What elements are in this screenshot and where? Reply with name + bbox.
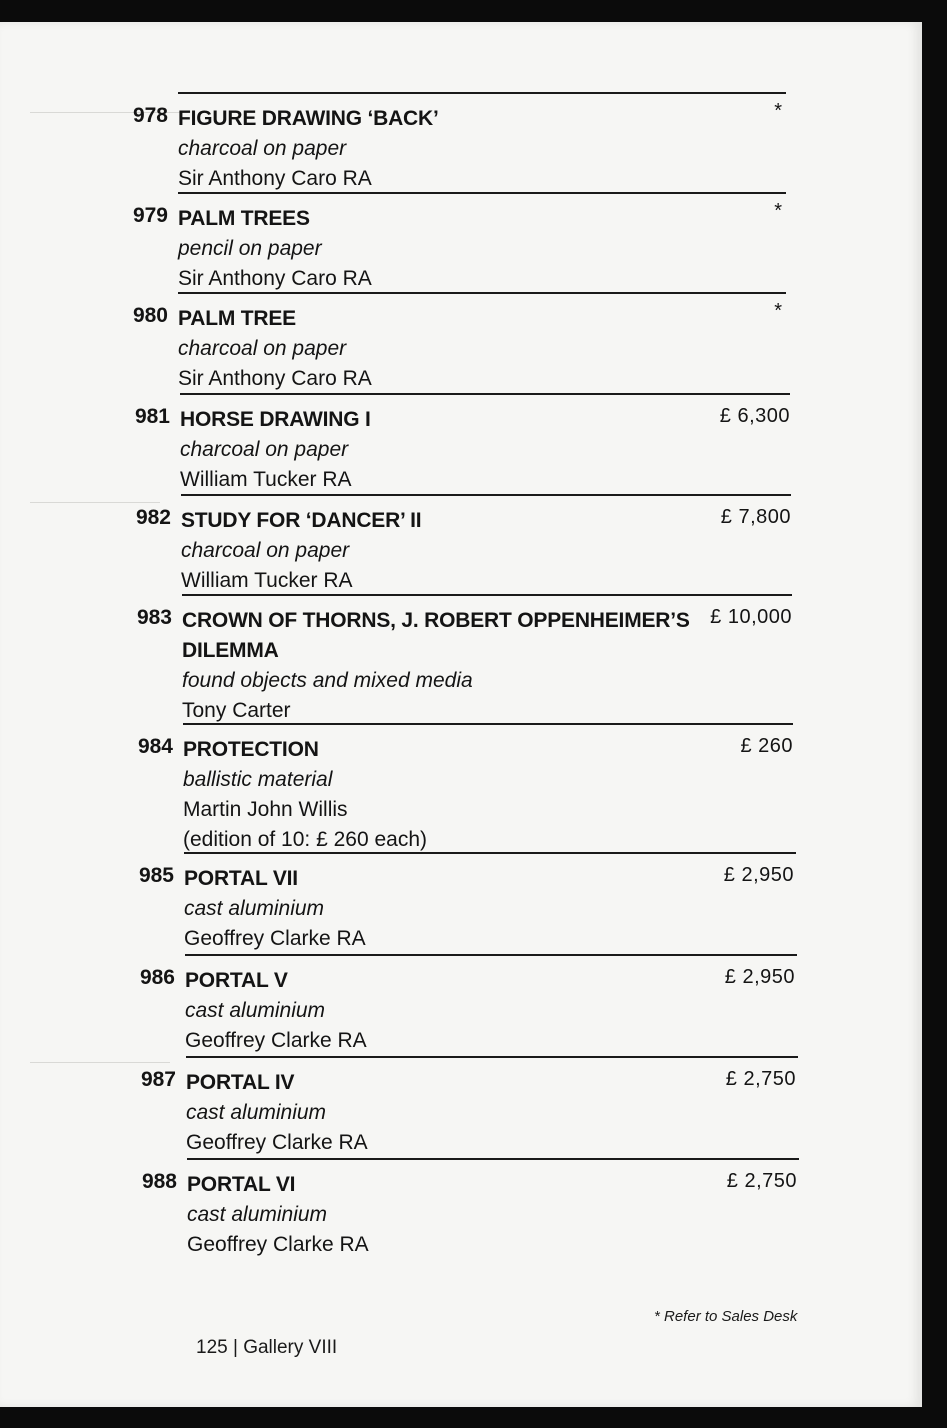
entry-number: 986 <box>139 966 175 989</box>
entry-medium: charcoal on paper <box>181 539 350 562</box>
entry-price: £ 7,800 <box>720 506 791 528</box>
entry-divider <box>178 292 786 294</box>
entry-artist: Geoffrey Clarke RA <box>184 927 366 950</box>
entry-medium: cast aluminium <box>186 1101 327 1124</box>
entry-artist: Geoffrey Clarke RA <box>187 1233 369 1256</box>
show-through-line <box>30 502 160 503</box>
entry-medium: cast aluminium <box>187 1203 328 1226</box>
entry-number: 984 <box>137 735 173 758</box>
entry-number: 979 <box>132 204 168 227</box>
entry-divider <box>187 1158 799 1160</box>
entry-price: £ 260 <box>740 735 793 757</box>
entry-number: 983 <box>136 606 172 629</box>
entry-number: 978 <box>132 104 168 127</box>
entry-artist: Tony Carter <box>182 699 291 722</box>
entry-title: PORTAL VI <box>187 1173 296 1196</box>
entry-price: * <box>774 300 782 322</box>
entry-title: PORTAL VII <box>184 867 298 890</box>
entry-medium: charcoal on paper <box>180 438 349 461</box>
entry-divider <box>181 494 791 496</box>
entry-title: PORTAL IV <box>186 1071 295 1094</box>
entry-medium: cast aluminium <box>185 999 326 1022</box>
entry-price: * <box>774 100 782 122</box>
entry-title-line-2: DILEMMA <box>182 639 279 662</box>
entry-price: £ 2,950 <box>724 966 795 988</box>
show-through-line <box>30 1062 170 1063</box>
entry-medium: charcoal on paper <box>178 137 347 160</box>
entry-artist: Geoffrey Clarke RA <box>186 1131 368 1154</box>
entry-divider <box>180 393 790 395</box>
entry-edition-note: (edition of 10: £ 260 each) <box>183 828 428 851</box>
entry-number: 982 <box>135 506 171 529</box>
page-footer: 125 | Gallery VIII <box>196 1337 338 1358</box>
entry-title: PALM TREES <box>178 207 310 230</box>
entry-artist: Sir Anthony Caro RA <box>178 267 372 290</box>
entry-number: 985 <box>138 864 174 887</box>
entry-medium: pencil on paper <box>178 237 322 260</box>
entry-title: PROTECTION <box>183 738 319 761</box>
entry-number: 988 <box>141 1170 177 1193</box>
entry-medium: charcoal on paper <box>178 337 347 360</box>
entry-price: £ 6,300 <box>719 405 790 427</box>
entry-divider <box>178 92 786 94</box>
entry-artist: William Tucker RA <box>180 468 352 491</box>
entry-artist: Martin John Willis <box>183 798 348 821</box>
entry-price: £ 2,750 <box>725 1068 796 1090</box>
entry-artist: William Tucker RA <box>181 569 353 592</box>
entry-divider <box>184 852 796 854</box>
entry-artist: Sir Anthony Caro RA <box>178 367 372 390</box>
entry-divider <box>183 723 793 725</box>
entry-divider <box>182 594 792 596</box>
entry-divider <box>178 192 786 194</box>
entry-price: £ 2,950 <box>723 864 794 886</box>
entry-title: STUDY FOR ‘DANCER’ II <box>181 509 422 532</box>
entry-medium: found objects and mixed media <box>182 669 473 692</box>
entry-divider <box>185 954 797 956</box>
entry-artist: Sir Anthony Caro RA <box>178 167 372 190</box>
entry-title-line-1: CROWN OF THORNS, J. ROBERT OPPENHEIMER’S <box>182 609 690 632</box>
catalogue-page <box>0 22 922 1407</box>
entry-title: PALM TREE <box>178 307 296 330</box>
entry-price: * <box>774 200 782 222</box>
entry-number: 980 <box>132 304 168 327</box>
entry-number: 987 <box>140 1068 176 1091</box>
entry-price: £ 10,000 <box>710 606 792 628</box>
entry-title: HORSE DRAWING I <box>180 408 371 431</box>
entry-artist: Geoffrey Clarke RA <box>185 1029 367 1052</box>
entry-medium: ballistic material <box>183 768 333 791</box>
footnote: * Refer to Sales Desk <box>654 1308 798 1325</box>
entry-title: FIGURE DRAWING ‘BACK’ <box>178 107 439 130</box>
entry-price: £ 2,750 <box>726 1170 797 1192</box>
entry-medium: cast aluminium <box>184 897 325 920</box>
entry-title: PORTAL V <box>185 969 288 992</box>
entry-divider <box>186 1056 798 1058</box>
entry-number: 981 <box>134 405 170 428</box>
